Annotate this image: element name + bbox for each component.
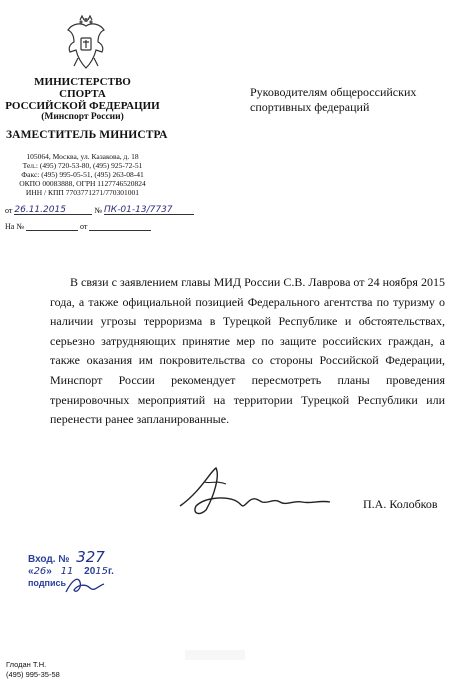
incoming-number-line <box>28 548 105 566</box>
fax: Факс: (495) 995-05-51, (495) 263-08-41 <box>21 170 144 179</box>
inn-kpp: ИНН / КПП 7703771271/770301001 <box>25 188 140 197</box>
number-handwritten: ПК-01-13/7737 <box>104 205 173 215</box>
stamp-signature-label: подпись <box>28 578 67 588</box>
incoming-label: Вход. № <box>28 554 70 565</box>
incoming-reference <box>5 221 151 231</box>
incoming-year-prefix: 20 <box>84 566 96 577</box>
ministry-name-line1: МИНИСТЕРСТВО <box>34 76 131 88</box>
recipient-block <box>250 85 416 115</box>
coat-of-arms-emblem <box>62 14 110 72</box>
faint-stamp-mark <box>185 650 245 660</box>
incoming-day: 26 <box>33 566 47 577</box>
incoming-number: 327 <box>76 548 105 566</box>
incoming-year: 15 <box>95 566 109 577</box>
incoming-stamp <box>28 540 178 600</box>
incoming-date-suffix: г. <box>108 566 114 577</box>
number-prefix: № <box>94 206 103 215</box>
okpo-ogrn: ОКПО 00083888, ОГРН 1127746520824 <box>19 179 146 188</box>
address: 105064, Москва, ул. Казакова, д. 18 <box>26 152 139 161</box>
recipient-line1: Руководителям общероссийских <box>250 85 417 99</box>
recipient-line2: спортивных федераций <box>250 100 370 114</box>
handwritten-signature <box>170 462 340 522</box>
executor-name: Глодан Т.Н. <box>6 660 47 669</box>
ministry-name-line3: РОССИЙСКОЙ ФЕДЕРАЦИИ <box>5 100 160 112</box>
to-from-prefix: от <box>79 222 88 231</box>
deputy-minister-title: ЗАМЕСТИТЕЛЬ МИНИСТРА <box>6 129 168 141</box>
to-date-field <box>89 221 151 231</box>
outgoing-reference <box>5 205 194 215</box>
executor-phone: (495) 995-35-58 <box>6 670 60 679</box>
stamp-handwritten-signature <box>62 574 108 596</box>
from-date-handwritten: 26.11.2015 <box>14 205 66 215</box>
signatory-name: П.А. Колобков <box>363 497 438 511</box>
incoming-date-line: «26» 11 2015г. <box>28 566 114 577</box>
ministry-short-name: (Минспорт России) <box>41 112 124 122</box>
incoming-month: 11 <box>60 566 74 577</box>
stamp-signature-line <box>28 578 66 589</box>
to-number-field <box>26 221 78 231</box>
number-field <box>104 205 194 215</box>
to-prefix: На № <box>5 222 24 231</box>
ministry-name-line2: СПОРТА <box>59 88 106 100</box>
from-date-field <box>14 205 92 215</box>
body-paragraph: В связи с заявлением главы МИД России С.В. Лаврова от 24 ноября 2015 года, а также официальной позицией Федерального агентства по туризму о наличии угрозы терроризма в Турецкой Республике и обстоятельствах, серьезно затрудняющих принятие мер по защите российских граждан, а также оказания им покровительства со стороны Российской Федерации, Минспорт России рекомендует пересмотреть планы проведения тренировочных мероприятий на территории Турецкой Республики или перенести ранее запланированные. <box>50 275 445 427</box>
phone: Тел.: (495) 720-53-80, (495) 925-72-51 <box>22 161 143 170</box>
from-prefix: от <box>5 206 13 215</box>
letter-body <box>50 273 445 430</box>
